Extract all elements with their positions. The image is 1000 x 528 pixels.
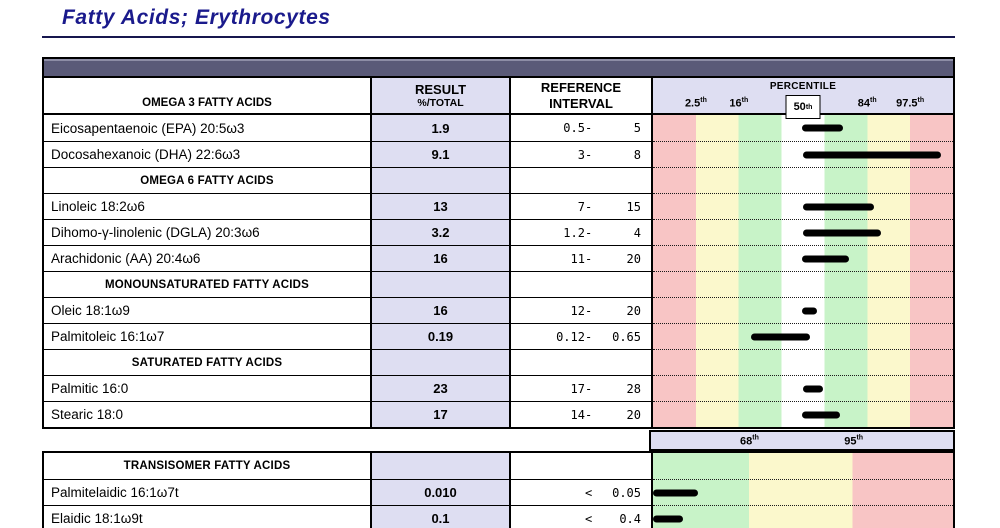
reference-interval-cell bbox=[511, 505, 653, 528]
fatty-acid-name-cell: Palmitoleic 16:1ω7 bbox=[44, 323, 372, 349]
reference-interval-cell bbox=[511, 453, 653, 479]
reference-high-value: 0.65 bbox=[612, 329, 641, 344]
reference-interval-cell bbox=[511, 375, 653, 401]
percentile-bar bbox=[802, 255, 849, 262]
section-header-cell: TRANSISOMER FATTY ACIDS bbox=[44, 453, 372, 479]
reference-low-value: 17- bbox=[570, 381, 593, 396]
result-value-cell: 9.1 bbox=[372, 141, 511, 167]
percentile-cell bbox=[653, 167, 953, 193]
percentile-cell bbox=[653, 375, 953, 401]
column-header-omega3-section bbox=[44, 78, 372, 115]
main-table-rows bbox=[44, 115, 953, 427]
percentile-tick-97.5th: 97.5th bbox=[896, 97, 925, 110]
percentile-cell bbox=[653, 479, 953, 505]
result-header-line2: %/TOTAL bbox=[417, 97, 464, 109]
result-value-cell bbox=[372, 167, 511, 193]
result-value-cell bbox=[372, 271, 511, 297]
table-row bbox=[44, 323, 953, 349]
fatty-acids-table bbox=[42, 57, 955, 429]
table-row bbox=[44, 479, 953, 505]
percentile-cell bbox=[653, 245, 953, 271]
percentile-cell bbox=[653, 271, 953, 297]
reference-low-value: 14- bbox=[570, 407, 593, 422]
reference-interval-cell bbox=[511, 323, 653, 349]
transisomer-table bbox=[42, 451, 955, 528]
reference-low-value: < bbox=[584, 485, 593, 500]
percentile-cell bbox=[653, 297, 953, 323]
fatty-acid-name-cell: Eicosapentaenoic (EPA) 20:5ω3 bbox=[44, 115, 372, 141]
percentile-tick-16th: 16th bbox=[729, 97, 749, 110]
reference-high-value: 0.05 bbox=[612, 485, 641, 500]
percentile-bar bbox=[803, 385, 823, 392]
result-value-cell: 3.2 bbox=[372, 219, 511, 245]
reference-interval-cell bbox=[511, 245, 653, 271]
reference-interval-cell bbox=[511, 219, 653, 245]
percentile-bar bbox=[653, 489, 698, 496]
result-value-cell: 0.010 bbox=[372, 479, 511, 505]
section-row bbox=[44, 349, 953, 375]
percentile-tick-68th: 68th bbox=[740, 434, 759, 447]
result-value-cell: 16 bbox=[372, 297, 511, 323]
percentile-header-label: PERCENTILE bbox=[769, 81, 837, 92]
reference-interval-cell bbox=[511, 401, 653, 427]
result-value-cell: 13 bbox=[372, 193, 511, 219]
percentile-cell bbox=[653, 141, 953, 167]
percentile-bar bbox=[803, 151, 941, 158]
fatty-acid-name-cell: Arachidonic (AA) 20:4ω6 bbox=[44, 245, 372, 271]
percentile-cell bbox=[653, 505, 953, 528]
reference-low-value: 0.12- bbox=[556, 329, 593, 344]
table-row bbox=[44, 193, 953, 219]
omega3-section-label: OMEGA 3 FATTY ACIDS bbox=[142, 97, 272, 109]
title-underline bbox=[42, 36, 955, 38]
fatty-acid-name-cell: Dihomo-γ-linolenic (DGLA) 20:3ω6 bbox=[44, 219, 372, 245]
fatty-acid-name-cell: Elaidic 18:1ω9t bbox=[44, 505, 372, 528]
reference-low-value: < bbox=[584, 511, 593, 526]
reference-low-value: 11- bbox=[570, 251, 593, 266]
section-row bbox=[44, 453, 953, 479]
reference-high-value: 20 bbox=[626, 303, 641, 318]
reference-interval-cell bbox=[511, 349, 653, 375]
fatty-acid-name-cell: Stearic 18:0 bbox=[44, 401, 372, 427]
page-title: Fatty Acids; Erythrocytes bbox=[62, 6, 331, 29]
reference-interval-cell bbox=[511, 167, 653, 193]
result-value-cell bbox=[372, 349, 511, 375]
section-header-cell: SATURATED FATTY ACIDS bbox=[44, 349, 372, 375]
reference-interval-cell bbox=[511, 297, 653, 323]
percentile-cell bbox=[653, 401, 953, 427]
column-header-percentile bbox=[653, 78, 953, 115]
percentile-bar bbox=[802, 411, 840, 418]
percentile-bar bbox=[802, 307, 817, 314]
result-value-cell: 1.9 bbox=[372, 115, 511, 141]
percentile-cell bbox=[653, 219, 953, 245]
result-value-cell bbox=[372, 453, 511, 479]
section-header-cell: OMEGA 6 FATTY ACIDS bbox=[44, 167, 372, 193]
reference-high-value: 4 bbox=[633, 225, 641, 240]
reference-low-value: 0.5- bbox=[563, 121, 593, 135]
percentile-tick-95th: 95th bbox=[844, 434, 864, 447]
reference-interval-cell bbox=[511, 271, 653, 297]
fatty-acid-name-cell: Oleic 18:1ω9 bbox=[44, 297, 372, 323]
fatty-acid-name-cell: Linoleic 18:2ω6 bbox=[44, 193, 372, 219]
result-value-cell: 0.19 bbox=[372, 323, 511, 349]
result-header-line1: RESULT bbox=[414, 82, 467, 97]
section-header-cell: MONOUNSATURATED FATTY ACIDS bbox=[44, 271, 372, 297]
table-row bbox=[44, 245, 953, 271]
percentile-bar bbox=[802, 125, 843, 132]
reference-low-value: 12- bbox=[570, 303, 593, 318]
transisomer-percentile-scale-header bbox=[649, 430, 955, 451]
table-header-row bbox=[44, 78, 953, 115]
percentile-tick-84th: 84th bbox=[857, 97, 877, 110]
reference-low-value: 1.2- bbox=[563, 225, 593, 240]
table-row bbox=[44, 401, 953, 427]
reference-high-value: 20 bbox=[626, 407, 641, 422]
table-row bbox=[44, 505, 953, 528]
percentile-cell bbox=[653, 453, 953, 479]
result-value-cell: 23 bbox=[372, 375, 511, 401]
reference-high-value: 15 bbox=[626, 199, 641, 214]
result-value-cell: 17 bbox=[372, 401, 511, 427]
result-value-cell: 16 bbox=[372, 245, 511, 271]
reference-high-value: 5 bbox=[633, 121, 641, 135]
percentile-tick-50th: 50 th bbox=[786, 95, 821, 119]
table-row bbox=[44, 219, 953, 245]
section-row bbox=[44, 167, 953, 193]
table-row bbox=[44, 375, 953, 401]
percentile-bar bbox=[803, 203, 874, 210]
reference-interval-cell bbox=[511, 115, 653, 141]
percentile-cell bbox=[653, 193, 953, 219]
reference-high-value: 8 bbox=[633, 147, 641, 162]
fatty-acid-name-cell: Palmitic 16:0 bbox=[44, 375, 372, 401]
section-row bbox=[44, 271, 953, 297]
reference-high-value: 28 bbox=[626, 381, 641, 396]
reference-interval-cell bbox=[511, 141, 653, 167]
result-value-cell: 0.1 bbox=[372, 505, 511, 528]
transisomer-table-rows bbox=[44, 453, 953, 528]
percentile-bar bbox=[803, 229, 881, 236]
column-header-result bbox=[372, 78, 511, 115]
fatty-acid-name-cell: Docosahexanoic (DHA) 22:6ω3 bbox=[44, 141, 372, 167]
reference-header-line2: INTERVAL bbox=[549, 95, 613, 111]
percentile-cell bbox=[653, 323, 953, 349]
table-row bbox=[44, 141, 953, 167]
reference-low-value: 7- bbox=[577, 199, 593, 214]
percentile-bar bbox=[751, 333, 810, 340]
fatty-acid-name-cell: Palmitelaidic 16:1ω7t bbox=[44, 479, 372, 505]
reference-interval-cell bbox=[511, 479, 653, 505]
percentile-cell bbox=[653, 349, 953, 375]
reference-high-value: 20 bbox=[626, 251, 641, 266]
percentile-tick-2.5th: 2.5th bbox=[684, 97, 707, 110]
reference-interval-cell bbox=[511, 193, 653, 219]
reference-low-value: 3- bbox=[577, 147, 593, 162]
reference-header-line1: REFERENCE bbox=[540, 79, 622, 95]
table-row bbox=[44, 297, 953, 323]
table-top-bar bbox=[44, 59, 953, 78]
percentile-bar bbox=[653, 515, 683, 522]
reference-high-value: 0.4 bbox=[619, 511, 641, 526]
column-header-reference bbox=[511, 78, 653, 115]
